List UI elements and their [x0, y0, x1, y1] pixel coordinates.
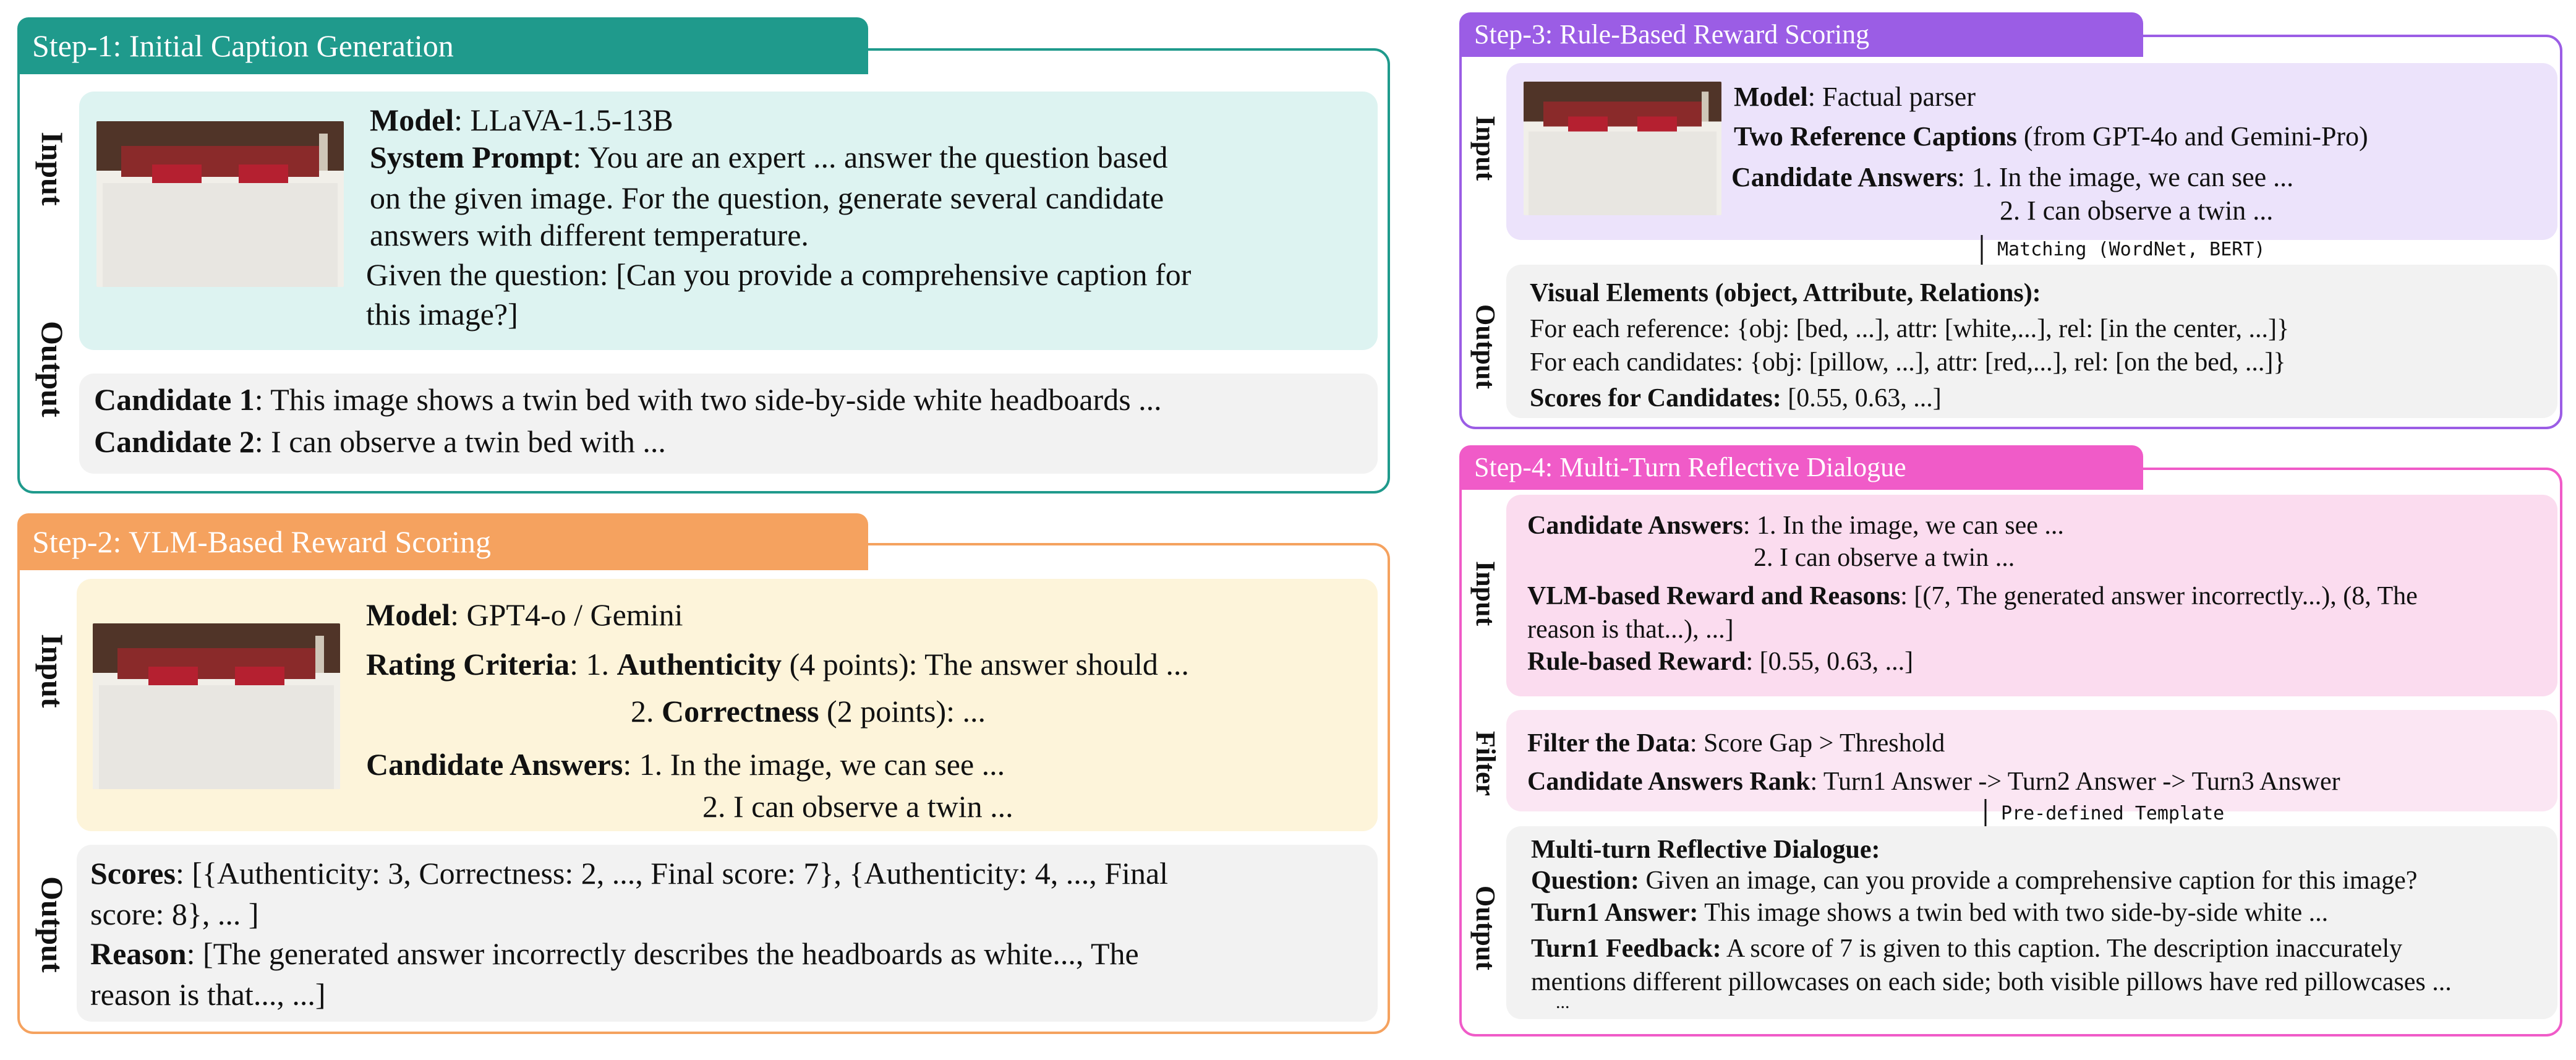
step2-scores-line1: Scores: [{Authenticity: 3, Correctness: 2, ..., Final score: 7}, {Authenticity: 4, ..., Final	[90, 856, 1169, 891]
step3-input-label: Input	[1470, 116, 1501, 181]
step4-rule-line: Rule-based Reward: [0.55, 0.63, ...]	[1527, 648, 1914, 676]
step2-bed-image	[93, 623, 340, 789]
step2-title: Step-2: VLM-Based Reward Scoring	[17, 513, 868, 570]
step4-feedback-line1: Turn1 Feedback: A score of 7 is given to this caption. The description inaccurately	[1531, 934, 2403, 963]
bed-photo-illustration	[1524, 82, 1721, 215]
step1-prompt-line1: System Prompt: You are an expert ... answer the question based	[370, 140, 1168, 174]
step4-ellipsis: ...	[1556, 992, 1570, 1012]
step1-question-line2: this image?]	[366, 297, 518, 331]
step3-output-label: Output	[1470, 304, 1501, 389]
step2-criteria-line1: Rating Criteria: 1. Authenticity (4 points): The answer should ...	[366, 647, 1189, 682]
step3-title: Step-3: Rule-Based Reward Scoring	[1459, 12, 2143, 57]
bed-photo-illustration	[96, 121, 344, 287]
step2-output-label: Output	[35, 876, 70, 973]
step3-ve-reference: For each reference: {obj: [bed, ...], attr: [white,...], rel: [in the center, ...]}	[1530, 315, 2290, 343]
step3-matching-label: Matching (WordNet, BERT)	[1997, 239, 2266, 260]
step2-candidates-line1: Candidate Answers: 1. In the image, we can see ...	[366, 747, 1005, 782]
step1-output-label: Output	[35, 321, 70, 417]
step3-ve-candidates: For each candidates: {obj: [pillow, ...], attr: [red,...], rel: [on the bed, ...]}	[1530, 348, 2286, 377]
step1-question-line1: Given the question: [Can you provide a comprehensive caption for	[366, 257, 1192, 292]
step4-answer-line: Turn1 Answer: This image shows a twin bed with two side-by-side white ...	[1531, 899, 2329, 927]
step3-visual-elements-title: Visual Elements (object, Attribute, Relations):	[1530, 279, 2041, 307]
step4-vlm-line2: reason is that...), ...]	[1527, 615, 1734, 644]
step4-rank-line: Candidate Answers Rank: Turn1 Answer -> Turn2 Answer -> Turn3 Answer	[1527, 767, 2340, 796]
step4-input-label: Input	[1470, 561, 1501, 626]
step3-scores-line: Scores for Candidates: [0.55, 0.63, ...]	[1530, 384, 1942, 412]
step2-model-line: Model: GPT4-o / Gemini	[366, 597, 683, 632]
step1-input-label: Input	[35, 132, 70, 206]
step4-candidates-line1: Candidate Answers: 1. In the image, we can see ...	[1527, 511, 2064, 540]
step4-question-line: Question: Given an image, can you provide a comprehensive caption for this image?	[1531, 866, 2418, 895]
step4-output-label: Output	[1470, 885, 1501, 970]
step4-title: Step-4: Multi-Turn Reflective Dialogue	[1459, 445, 2143, 490]
step2-criteria-line2: 2. Correctness (2 points): ...	[631, 694, 986, 729]
step2-input-label: Input	[35, 634, 70, 708]
step3-refs-line: Two Reference Captions (from GPT-4o and Gemini-Pro)	[1734, 121, 2368, 152]
step4-feedback-line2: mentions different pillowcases on each side; both visible pillows have red pillowcases ...	[1531, 968, 2452, 996]
step3-bed-image	[1524, 82, 1721, 215]
step4-template-label: Pre-defined Template	[2001, 803, 2225, 824]
step3-model-line: Model: Factual parser	[1734, 82, 1976, 112]
step2-reason-line2: reason is that..., ...]	[90, 977, 326, 1012]
step1-candidate1: Candidate 1: This image shows a twin bed with two side-by-side white headboards ...	[94, 382, 1162, 417]
step4-filter-line: Filter the Data: Score Gap > Threshold	[1527, 729, 1945, 758]
step1-prompt-line3: answers with different temperature.	[370, 218, 809, 252]
step1-candidate2: Candidate 2: I can observe a twin bed with ...	[94, 424, 666, 459]
step1-prompt-line2: on the given image. For the question, generate several candidate	[370, 181, 1164, 215]
step1-bed-image	[96, 121, 344, 287]
step3-candidates-line2: 2. I can observe a twin ...	[2000, 195, 2274, 226]
bed-photo-illustration	[93, 623, 340, 789]
step1-title: Step-1: Initial Caption Generation	[17, 17, 868, 74]
step2-candidates-line2: 2. I can observe a twin ...	[702, 789, 1013, 824]
step4-vlm-line1: VLM-based Reward and Reasons: [(7, The generated answer incorrectly...), (8, The	[1527, 582, 2418, 610]
step1-model-line: Model: LLaVA-1.5-13B	[370, 103, 673, 137]
step2-reason-line1: Reason: [The generated answer incorrectly describes the headboards as white..., The	[90, 936, 1139, 971]
step2-scores-line2: score: 8}, ... ]	[90, 897, 259, 931]
step3-candidates-line1: Candidate Answers: 1. In the image, we can see ...	[1731, 162, 2294, 192]
step4-filter-label: Filter	[1470, 731, 1501, 797]
step4-dialog-title: Multi-turn Reflective Dialogue:	[1531, 836, 1880, 864]
step4-candidates-line2: 2. I can observe a twin ...	[1754, 544, 2015, 572]
